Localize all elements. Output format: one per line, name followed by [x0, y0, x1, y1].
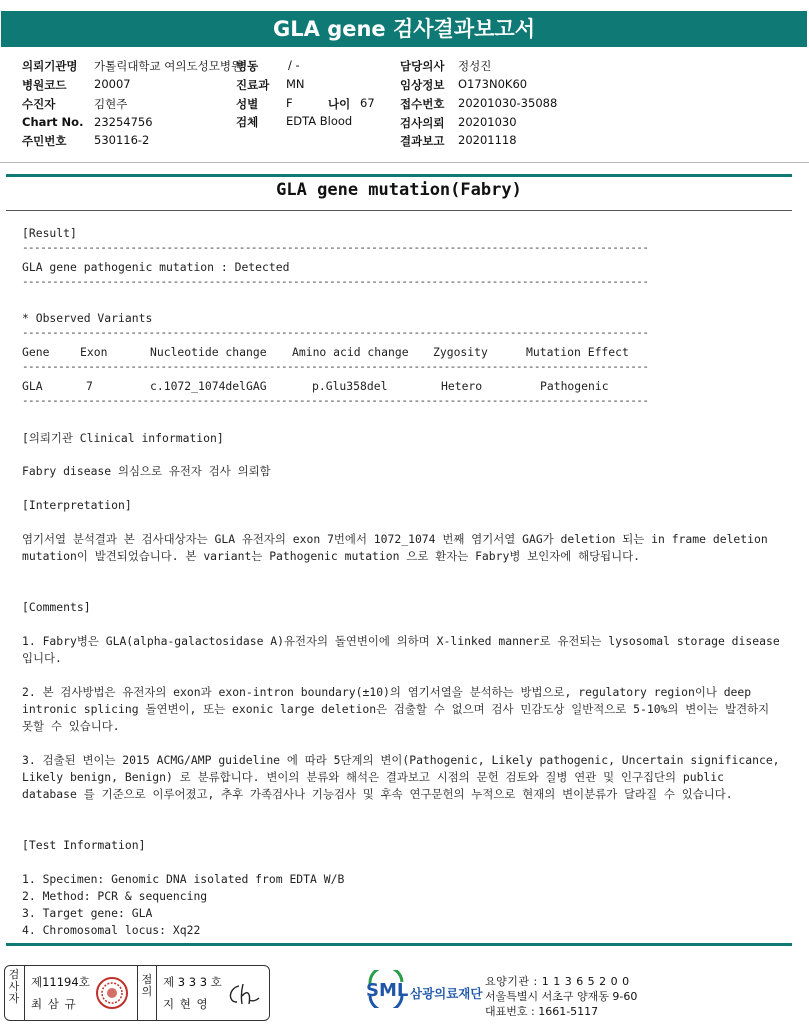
comment-item: 3. 검출된 변이는 2015 ACMG/AMP guideline 에 따라 5단계의 변이(Pathogenic, Likely pathogenic, Uncertain significance, Likely benign, Benign) 로 분류합니다. 변이의 분류와 해석은 결과보고 시점의 문헌 검토와 질병 연관 및 인구집단의 public database 를 기준으로 이루어졌고, 추후 가족검사나 기능검사 및 후속 연구문헌의 누적으로 현재의 변이분류가 달라질 수 있습니다.	[22, 753, 787, 801]
reviewer-label: 점의	[141, 973, 153, 998]
test-info-item: 1. Specimen: Genomic DNA isolated from EDTA W/B	[22, 872, 345, 886]
value-clinical-info: O173N0K60	[458, 77, 528, 91]
label-age: 나이	[328, 97, 351, 111]
section-bottom-bar	[6, 943, 792, 946]
observed-variants-label: * Observed Variants	[22, 311, 153, 325]
dash-line: --------------------------------------------------------------------------------------------------------	[22, 326, 649, 339]
comments-label: [Comments]	[22, 600, 91, 614]
label-request-date: 검사의뢰	[400, 116, 445, 130]
label-specimen: 검체	[236, 115, 259, 129]
clinical-label: [의뢰기관 Clinical information]	[22, 431, 224, 445]
value-requesting-institution: 가톨릭대학교 여의도성모병원	[94, 59, 243, 73]
reviewer-signature-icon	[225, 980, 261, 1008]
cell-nucleotide-change: c.1072_1074delGAG	[150, 379, 267, 393]
tester-label: 검사자	[8, 968, 20, 1005]
interpretation-text: 염기서열 분석결과 본 검사대상자는 GLA 유전자의 exon 7번에서 1072_1074 번째 염기서열 GAG가 deletion 되는 in frame deletion mutation이 발견되었습니다. 본 variant는 Pathogenic mutation 으로 환자는 Fabry병 보인자에 해당됩니다.	[22, 532, 775, 563]
cell-mutation-effect: Pathogenic	[540, 379, 609, 393]
header-divider	[0, 162, 809, 163]
reviewer-license: 제 3 3 3 호	[163, 975, 222, 989]
section-title: GLA gene mutation(Fabry)	[276, 180, 522, 200]
label-sex: 성별	[236, 97, 259, 111]
value-report-date: 20201118	[458, 133, 517, 147]
label-report-date: 결과보고	[400, 134, 445, 148]
dash-line: --------------------------------------------------------------------------------------------------------	[22, 275, 649, 288]
value-sex: F	[286, 96, 293, 110]
label-resident-no: 주민번호	[22, 134, 67, 148]
test-info-item: 2. Method: PCR & sequencing	[22, 889, 208, 903]
tester-seal-icon	[95, 976, 129, 1010]
col-exon: Exon	[80, 345, 108, 359]
label-accession-no: 접수번호	[400, 97, 445, 111]
col-zygosity: Zygosity	[433, 345, 488, 359]
label-clinical-info: 임상정보	[400, 78, 445, 92]
test-info-item: 4. Chromosomal locus: Xq22	[22, 923, 201, 937]
result-summary: GLA gene pathogenic mutation : Detected	[22, 260, 290, 274]
value-ward: / -	[288, 58, 300, 72]
value-chart-no: 23254756	[94, 115, 153, 129]
reviewer-name: 지 현 영	[163, 997, 209, 1011]
label-physician: 담당의사	[400, 59, 445, 73]
org-name: 삼광의료재단	[410, 986, 483, 1001]
result-label: [Result]	[22, 226, 77, 240]
col-amino-acid-change: Amino acid change	[292, 345, 409, 359]
clinical-text: Fabry disease 의심으로 유전자 검사 의뢰함	[22, 464, 271, 478]
label-hospital-code: 병원코드	[22, 78, 67, 92]
comment-item: 1. Fabry병은 GLA(alpha-galactosidase A)유전자의 돌연변이에 의하며 X-linked manner로 유전되는 lysosomal storage disease 입니다.	[22, 634, 787, 665]
interpretation-label: [Interpretation]	[22, 498, 132, 512]
report-title: GLA gene 검사결과보고서	[1, 11, 807, 47]
cell-amino-acid-change: p.Glu358del	[312, 379, 388, 393]
dash-line: --------------------------------------------------------------------------------------------------------	[22, 241, 649, 254]
value-physician: 정성진	[458, 59, 492, 73]
value-patient: 김현주	[94, 97, 128, 111]
label-requesting-institution: 의뢰기관명	[22, 59, 78, 73]
test-info-label: [Test Information]	[22, 838, 146, 852]
value-accession-no: 20201030-35088	[458, 96, 558, 110]
label-department: 진료과	[236, 78, 270, 92]
tester-name: 최 삼 규	[31, 997, 77, 1011]
value-age: 67	[360, 96, 375, 110]
comment-item: 2. 본 검사방법은 유전자의 exon과 exon-intron boundary(±10)의 염기서열을 분석하는 방법으로, regulatory region이나 deep intronic splicing 돌연변이, 또는 exonic large deletion은 검출할 수 없으며 검사 민감도상 일반적으로 5-10%의 변이는 발견하지 못할 수 있습니다.	[22, 685, 777, 733]
col-mutation-effect: Mutation Effect	[526, 345, 629, 359]
value-specimen: EDTA Blood	[286, 114, 353, 128]
dash-line: --------------------------------------------------------------------------------------------------------	[22, 360, 649, 373]
value-department: MN	[286, 77, 305, 91]
patient-header	[0, 52, 809, 162]
col-nucleotide-change: Nucleotide change	[150, 345, 267, 359]
cell-zygosity: Hetero	[441, 379, 483, 393]
signature-box	[4, 965, 270, 1021]
value-request-date: 20201030	[458, 115, 517, 129]
label-patient: 수진자	[22, 97, 56, 111]
label-chart-no: Chart No.	[22, 115, 84, 129]
org-phone: 대표번호 : 1661-5117	[485, 1005, 599, 1018]
tester-license: 제11194호	[31, 975, 90, 989]
org-address: 서울특별시 서초구 양재동 9-60	[485, 990, 638, 1003]
cell-exon: 7	[86, 379, 93, 393]
value-resident-no: 530116-2	[94, 133, 150, 147]
org-code: 요양기관 : 1 1 3 6 5 2 0 0	[485, 975, 630, 988]
cell-gene: GLA	[22, 379, 43, 393]
section-title-underline	[6, 210, 792, 211]
sml-logo-text: SML	[366, 980, 409, 1001]
dash-line: --------------------------------------------------------------------------------------------------------	[22, 394, 649, 407]
col-gene: Gene	[22, 345, 50, 359]
test-info-item: 3. Target gene: GLA	[22, 906, 153, 920]
value-hospital-code: 20007	[94, 77, 131, 91]
label-ward: 병동	[236, 59, 259, 73]
section-top-bar	[6, 174, 792, 177]
